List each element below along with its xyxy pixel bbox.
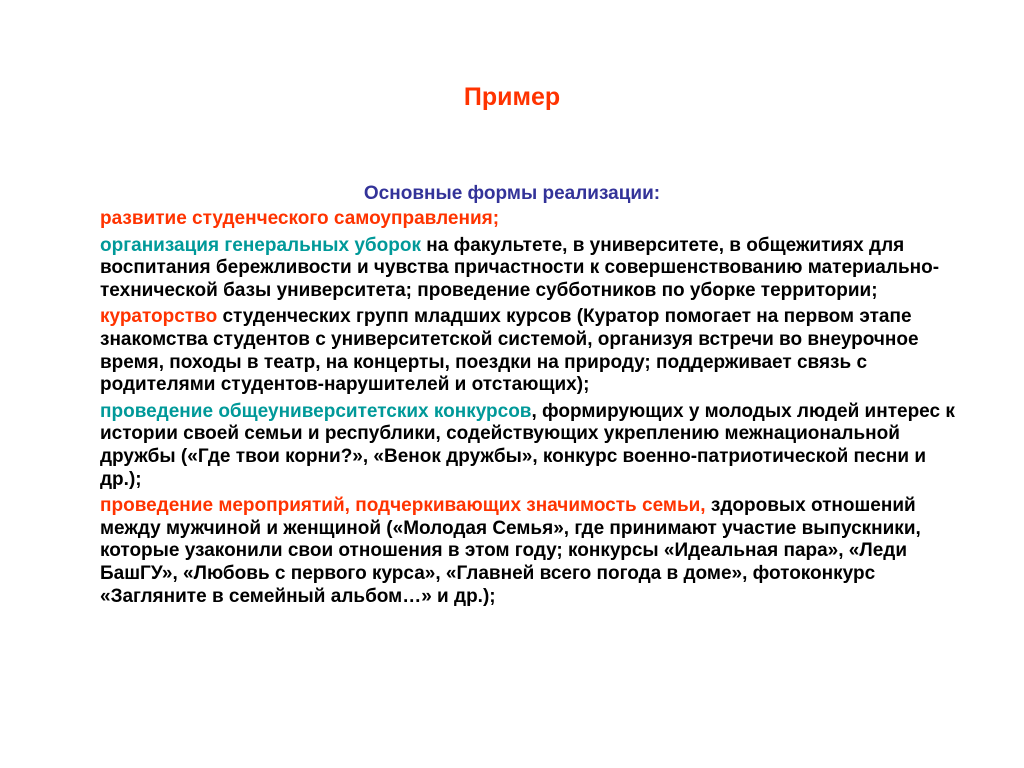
list-item-self-government <box>100 208 970 231</box>
section-subtitle: Основные формы реализации: <box>363 183 661 204</box>
list-item-curatorship <box>100 306 970 396</box>
item-highlight: развитие студенческого самоуправления; <box>100 208 500 229</box>
item-text: студенческих групп младших курсов (Куратор помогает на первом этапе знакомства студентов с университетской системой, организуя встречи во внеурочное время, походы в театр, на концерты, поездки на природу; поддерживает связь с родителями студентов-нарушителей и отстающих); <box>100 306 919 396</box>
list-item-cleanups <box>100 235 970 303</box>
item-text: на факультете, в университете, в общежитиях для воспитания бережливости и чувства причастности к совершенствованию материально-технической базы университета; проведение субботников по уборке территории; <box>100 234 940 301</box>
list-item-contests <box>100 401 970 491</box>
item-highlight: организация генеральных уборок <box>100 234 421 256</box>
slide-title: Пример <box>463 83 561 111</box>
item-highlight: кураторство <box>100 306 218 328</box>
item-text: здоровых отношений между мужчиной и женщиной («Молодая Семья», где принимают участие выпускники, которые узаконили свои отношения в этом году; конкурсы «Идеальная пара», «Леди БашГУ», «Любовь с первого курса», «Главней всего погода в доме», фотоконкурс «Загляните в семейный альбом…» и др.); <box>100 495 921 607</box>
list-item-family-events <box>100 495 970 608</box>
item-text: , формирующих у молодых людей интерес к истории своей семьи и республики, содействующих укреплению межнациональной дружбы («Где твои корни?», «Венок дружбы», конкурс военно-патриотической песни и др.); <box>100 400 955 490</box>
item-highlight: проведение общеуниверситетских конкурсов <box>100 400 532 422</box>
content-list <box>100 208 970 612</box>
item-highlight: проведение мероприятий, подчеркивающих значимость семьи, <box>100 495 706 517</box>
